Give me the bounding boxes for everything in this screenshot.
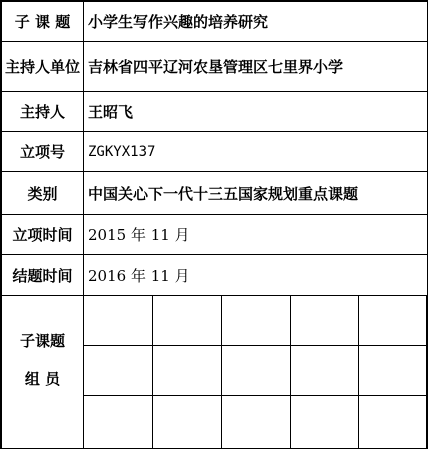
- row-end-time: [2, 255, 427, 296]
- member-cell: [153, 396, 222, 448]
- project-number-value: ZGKYX137: [88, 143, 156, 160]
- member-cell: [84, 346, 153, 396]
- end-time-label: 结题时间: [2, 255, 84, 295]
- row-members: [2, 296, 427, 448]
- host-unit-label: 主持人单位: [2, 42, 84, 91]
- project-number-label: 立项号: [2, 132, 84, 171]
- host-unit-value: 吉林省四平辽河农垦管理区七里界小学: [88, 58, 344, 76]
- member-cell: [84, 296, 153, 346]
- start-time-value: 2015 年 11 月: [88, 226, 190, 244]
- row-subproject: [2, 2, 427, 42]
- member-cell: [153, 296, 222, 346]
- member-cell: [222, 396, 291, 448]
- row-start-time: [2, 215, 427, 255]
- host-value: 王昭飞: [88, 103, 134, 121]
- subproject-label: 子 课 题: [2, 2, 84, 41]
- member-cell: [222, 296, 291, 346]
- members-label-line2: 组 员: [24, 370, 61, 388]
- category-value: 中国关心下一代十三五国家规划重点课题: [88, 184, 359, 203]
- member-cell: [222, 346, 291, 396]
- member-cell: [359, 396, 427, 448]
- member-cell: [359, 296, 427, 346]
- member-cell: [291, 296, 359, 346]
- member-cell: [291, 396, 359, 448]
- member-cell: [359, 346, 427, 396]
- row-project-number: [2, 132, 427, 172]
- start-time-label: 立项时间: [2, 215, 84, 254]
- member-cell: [84, 396, 153, 448]
- members-label-line1: 子课题: [19, 332, 65, 350]
- host-label: 主持人: [2, 92, 84, 131]
- member-cell: [153, 346, 222, 396]
- member-cell: [291, 346, 359, 396]
- members-grid: [84, 296, 427, 448]
- subproject-value: 小学生写作兴趣的培养研究: [88, 13, 269, 31]
- row-category: [2, 172, 427, 215]
- row-host-unit: [2, 42, 427, 92]
- category-label: 类别: [2, 172, 84, 214]
- row-host: [2, 92, 427, 132]
- end-time-value: 2016 年 11 月: [88, 266, 190, 285]
- members-label: [2, 296, 84, 448]
